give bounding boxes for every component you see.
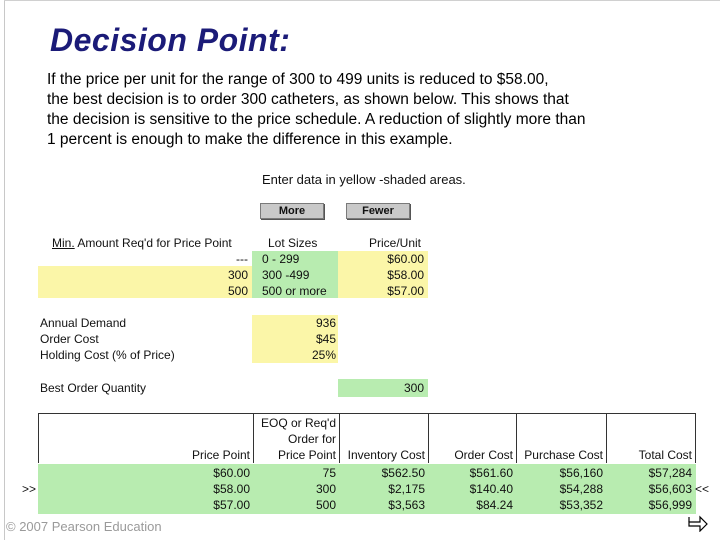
- holding-cost-input[interactable]: 25%: [311, 348, 336, 362]
- best-order-quantity-value: 300: [403, 381, 424, 395]
- price-unit-cell[interactable]: $57.00: [387, 284, 424, 298]
- min-amount-cell[interactable]: 300: [227, 268, 248, 282]
- order-cost-header: Order Cost: [454, 448, 513, 462]
- results-row-marker-right: <<: [695, 482, 710, 496]
- results-top-border: [38, 413, 696, 414]
- price-unit-header: Price/Unit: [369, 236, 422, 250]
- result-eoq-cell: 75: [322, 466, 336, 480]
- result-purchase-cell: $56,160: [559, 466, 603, 480]
- price-point-header: Price Point: [191, 448, 250, 462]
- result-inventory-cell: $2,175: [388, 482, 425, 496]
- result-inventory-cell: $562.50: [381, 466, 425, 480]
- annual-demand-label: Annual Demand: [40, 316, 127, 330]
- more-button[interactable]: More: [260, 203, 324, 219]
- min-amount-header: [52, 236, 232, 250]
- paragraph-line: If the price per unit for the range of 300 to 499 units is reduced to $58.00,: [47, 71, 549, 88]
- results-divider: [428, 413, 429, 463]
- eoq-header-line: EOQ or Req'd: [261, 416, 336, 430]
- results-left-border: [38, 413, 39, 463]
- next-arrow-icon[interactable]: [688, 514, 708, 532]
- min-amount-header-text: Amount Req'd for Price Point: [74, 236, 232, 250]
- lot-sizes-header: Lot Sizes: [268, 236, 318, 250]
- total-cost-header: Total Cost: [638, 448, 692, 462]
- result-price-cell: $58.00: [213, 482, 250, 496]
- result-total-cell: $57,284: [648, 466, 692, 480]
- annual-demand-input[interactable]: 936: [315, 316, 336, 330]
- fewer-button[interactable]: Fewer: [346, 203, 410, 219]
- inventory-cost-header: Inventory Cost: [347, 448, 425, 462]
- result-eoq-cell: 500: [315, 498, 336, 512]
- results-right-border: [695, 413, 696, 463]
- eoq-header-line: Price Point: [277, 448, 336, 462]
- purchase-cost-header: Purchase Cost: [524, 448, 603, 462]
- result-eoq-cell: 300: [315, 482, 336, 496]
- order-cost-label: Order Cost: [40, 332, 99, 346]
- price-unit-cell[interactable]: $58.00: [387, 268, 424, 282]
- paragraph-line: the decision is sensitive to the price schedule. A reduction of slightly more than: [47, 111, 586, 128]
- result-price-cell: $57.00: [213, 498, 250, 512]
- copyright-footer: © 2007 Pearson Education: [6, 519, 162, 534]
- paragraph-line: the best decision is to order 300 catheters, as shown below. This shows that: [47, 91, 569, 108]
- lot-size-cell: 500 or more: [262, 284, 327, 298]
- min-abbrev: Min.: [52, 236, 75, 250]
- eoq-header-line: Order for: [287, 432, 336, 446]
- result-total-cell: $56,999: [648, 498, 692, 512]
- paragraph-line: 1 percent is enough to make the difference in this example.: [47, 131, 453, 148]
- min-amount-cell[interactable]: 500: [227, 284, 248, 298]
- spreadsheet-instruction: Enter data in yellow -shaded areas.: [262, 172, 466, 187]
- min-amount-cell[interactable]: ---: [236, 252, 248, 266]
- order-cost-input[interactable]: $45: [315, 332, 336, 346]
- lot-size-cell: 0 - 299: [262, 252, 300, 266]
- result-purchase-cell: $54,288: [559, 482, 603, 496]
- lot-size-cell: 300 -499: [262, 268, 310, 282]
- result-price-cell: $60.00: [213, 466, 250, 480]
- result-order-cell: $140.40: [469, 482, 513, 496]
- result-order-cell: $84.24: [476, 498, 513, 512]
- holding-cost-label: Holding Cost (% of Price): [40, 348, 175, 362]
- slide-title: Decision Point:: [50, 22, 291, 58]
- result-total-cell: $56,603: [648, 482, 692, 496]
- result-order-cell: $561.60: [469, 466, 513, 480]
- result-inventory-cell: $3,563: [388, 498, 425, 512]
- best-order-quantity-label: Best Order Quantity: [40, 381, 147, 395]
- result-purchase-cell: $53,352: [559, 498, 603, 512]
- price-unit-cell[interactable]: $60.00: [387, 252, 424, 266]
- results-row-marker-left: >>: [22, 482, 37, 496]
